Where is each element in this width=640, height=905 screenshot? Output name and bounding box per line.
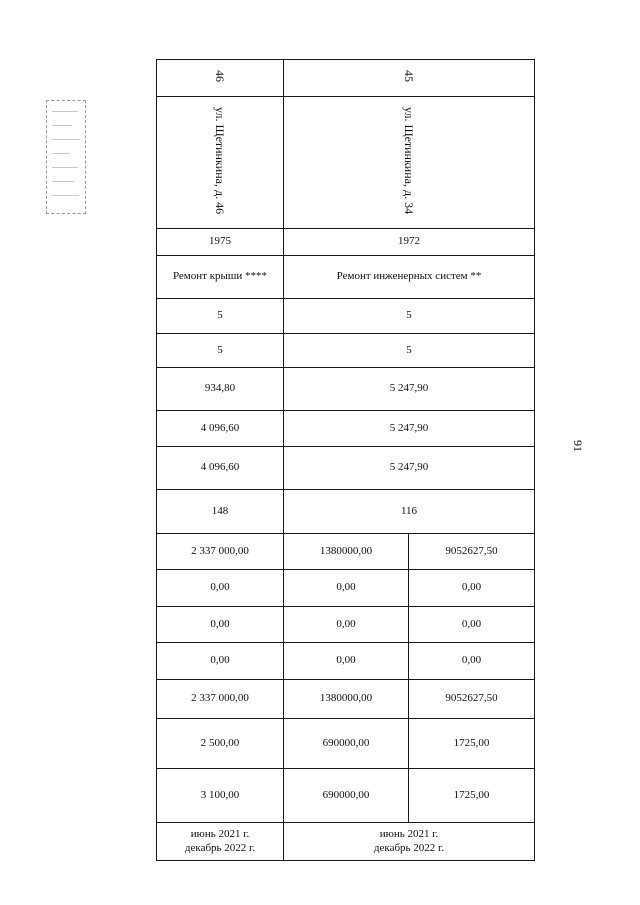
table-row [157,823,535,861]
table-cell: 9052627,50 [409,680,535,719]
table-cell: ул. Щетинкина, д. 34 [284,97,535,229]
table-row [157,643,535,680]
table-cell: 1380000,00 [284,534,409,570]
table-row [157,607,535,643]
table-cell: 1380000,00 [284,680,409,719]
table-cell: 1975 [157,229,284,256]
table-cell: ул. Щетинкина, д. 46 [157,97,284,229]
table-row [157,299,535,334]
table-row [157,229,535,256]
table-cell: 690000,00 [284,719,409,769]
table-cell: 9052627,50 [409,534,535,570]
table-cell: 4 096,60 [157,447,284,490]
table-cell: июнь 2021 г. декабрь 2022 г. [157,823,284,861]
table-cell: июнь 2021 г. декабрь 2022 г. [284,823,535,861]
table-cell: 5 [157,334,284,368]
table-cell: 1972 [284,229,535,256]
table-row [157,570,535,607]
table-cell: 5 247,90 [284,368,535,411]
table-cell: 5 [284,334,535,368]
table-row [157,368,535,411]
table-row [157,411,535,447]
table-row [157,719,535,769]
table-cell: 116 [284,490,535,534]
table-cell: 45 [284,60,535,97]
stamp-mark [46,100,86,214]
table-row [157,680,535,719]
table-cell: 0,00 [157,643,284,680]
table-row [157,769,535,823]
table-row [157,490,535,534]
table-row [157,534,535,570]
table-row [157,97,535,229]
table-cell: 0,00 [284,570,409,607]
table-cell: 0,00 [409,607,535,643]
table-cell: 0,00 [157,570,284,607]
table-cell: 2 337 000,00 [157,534,284,570]
table-row [157,447,535,490]
table-cell: 0,00 [284,607,409,643]
table-cell: 690000,00 [284,769,409,823]
table-cell: 46 [157,60,284,97]
table-cell: Ремонт инженерных систем ** [284,256,535,299]
table-cell: 1725,00 [409,769,535,823]
table-cell: 5 247,90 [284,447,535,490]
table-row [157,334,535,368]
table-cell: 0,00 [409,570,535,607]
table-cell: 1725,00 [409,719,535,769]
table-cell: 148 [157,490,284,534]
table-cell: 5 [157,299,284,334]
data-table [156,59,535,861]
table-cell: 2 337 000,00 [157,680,284,719]
table-row [157,60,535,97]
table-cell: 5 247,90 [284,411,535,447]
table-row [157,256,535,299]
table-cell: 934,80 [157,368,284,411]
table-cell: 3 100,00 [157,769,284,823]
page-number: 91 [571,440,585,452]
table-cell: 2 500,00 [157,719,284,769]
table-cell: 0,00 [157,607,284,643]
table-cell: 0,00 [284,643,409,680]
table-cell: 4 096,60 [157,411,284,447]
table-cell: 5 [284,299,535,334]
table-cell: 0,00 [409,643,535,680]
table-cell: Ремонт крыши **** [157,256,284,299]
